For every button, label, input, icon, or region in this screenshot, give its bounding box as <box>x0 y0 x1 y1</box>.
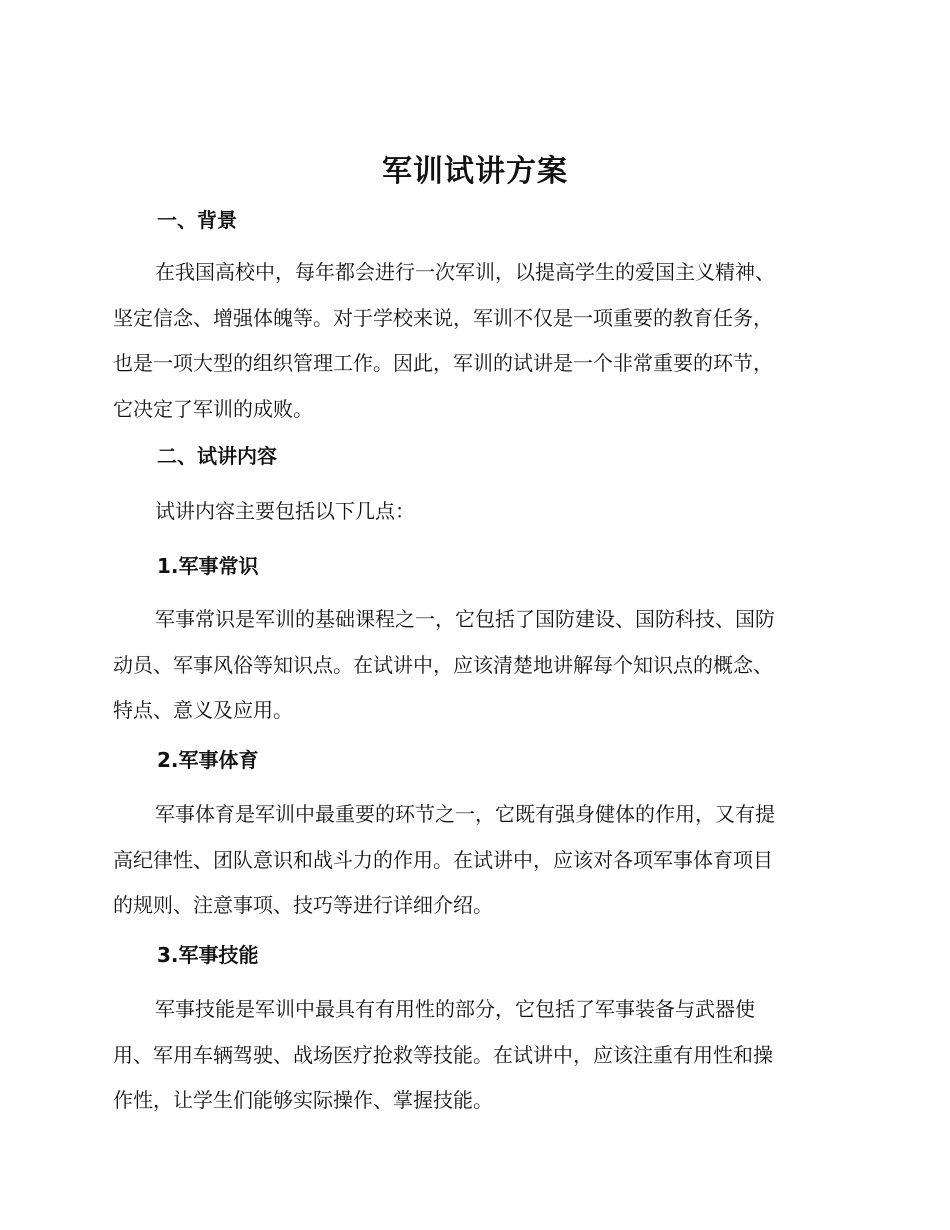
paragraph-line: 军事体育是军训中最重要的环节之一，它既有强身健体的作用，又有提 <box>155 802 775 826</box>
paragraph-line: 军事常识是军训的基础课程之一，它包括了国防建设、国防科技、国防 <box>155 607 775 631</box>
paragraph-line: 试讲内容主要包括以下几点： <box>155 499 415 523</box>
paragraph-line: 特点、意义及应用。 <box>113 698 293 722</box>
section-heading-background: 一、背景 <box>157 208 237 232</box>
subsection-heading-military-knowledge: 1.军事常识 <box>157 554 259 578</box>
section-heading-content: 二、试讲内容 <box>157 444 277 468</box>
paragraph-line: 它决定了军训的成败。 <box>113 396 313 421</box>
paragraph-line: 也是一项大型的组织管理工作。因此，军训的试讲是一个非常重要的环节， <box>113 351 773 375</box>
paragraph-background <box>113 250 831 432</box>
paragraph-line: 作性，让学生们能够实际操作、掌握技能。 <box>113 1088 493 1112</box>
subsection-heading-military-skills: 3.军事技能 <box>157 943 259 967</box>
subsection-heading-military-sports: 2.军事体育 <box>157 748 259 772</box>
paragraph-line: 动员、军事风俗等知识点。在试讲中，应该清楚地讲解每个知识点的概念、 <box>113 652 773 677</box>
paragraph-line: 军事技能是军训中最具有有用性的部分，它包括了军事装备与武器使 <box>155 997 755 1021</box>
paragraph-content-intro <box>113 489 831 535</box>
paragraph-military-sports <box>113 792 831 929</box>
paragraph-line: 的规则、注意事项、技巧等进行详细介绍。 <box>113 893 493 917</box>
paragraph-military-knowledge <box>113 597 831 734</box>
paragraph-line: 坚定信念、增强体魄等。对于学校来说，军训不仅是一项重要的教育任务， <box>113 305 773 330</box>
page-title: 军训试讲方案 <box>382 154 568 189</box>
paragraph-military-skills <box>113 987 831 1124</box>
paragraph-line: 用、军用车辆驾驶、战场医疗抢救等技能。在试讲中，应该注重有用性和操 <box>113 1042 773 1067</box>
paragraph-line: 在我国高校中，每年都会进行一次军训，以提高学生的爱国主义精神、 <box>155 260 775 284</box>
paragraph-line: 高纪律性、团队意识和战斗力的作用。在试讲中，应该对各项军事体育项目 <box>113 847 773 872</box>
